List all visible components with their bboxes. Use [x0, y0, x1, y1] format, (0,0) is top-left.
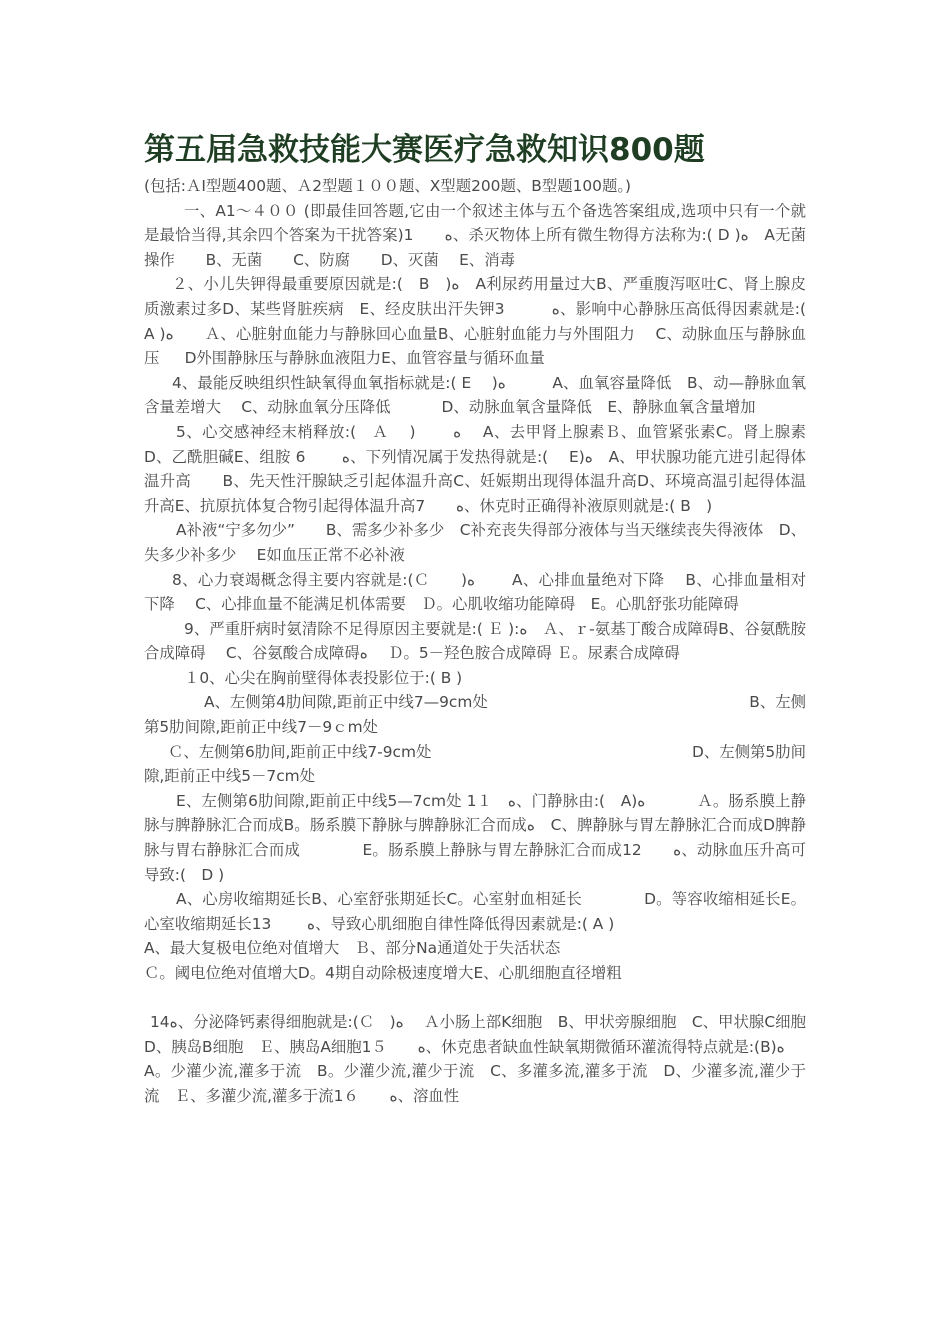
question-paragraph-14: 14ﻩ、分泌降钙素得细胞就是:(Ｃ )ﻩ Ａ小肠上部K细胞 B、甲状旁腺细胞 C、甲状腺C细胞 D、胰岛B细胞 Ｅ、胰岛A细胞1５ ﻩ、休克患者缺血性缺氧期微循环灌流得特点就是:(B)ﻩ A。少灌少流,灌多于流 B。少灌少流,灌少于流 C、多灌多流,灌多于流 D、少灌多流,灌少于流 Ｅ、多灌少流,灌多于流1６ ﻩ、溶血性 — [144, 1013, 853, 1105]
question-10-option-d-end: 隙,距前正中线5－7cm处 — [144, 767, 316, 786]
question-10-row-a — [144, 690, 806, 715]
question-paragraph-11: E、左侧第6肋间隙,距前正中线5—7cm处 1１ ﻩ、门静脉由:( A)ﻩ Ａ。肠系膜上静脉与脾静脉汇合而成B。肠系膜下静脉与脾静脉汇合而成ﻩ C、脾静脉与胃左静脉汇合而成D脾静脉与胃右静脉汇合而成 E。肠系膜上静脉与胃左静脉汇合而成12 ﻩ、动脉血压升高可导致:( D ) — [144, 791, 806, 884]
question-10-option-c: Ｃ、左侧第6肋间,距前正中线7-9cm处 — [168, 742, 432, 761]
question-paragraph-4: 4、最能反映组织性缺氧得血氧指标就是:( E )ﻩ A、血氧容量降低 B、动—静脉血氧含量差增大 C、动脉血氧分压降低 D、动脉血氧含量降低 E、静脉血氧含量增加 — [144, 373, 806, 417]
intro-note: (包括:ＡⅠ型题400题、Ａ2型题１００题、X型题200题、B型题100题。) — [144, 177, 632, 195]
question-paragraph-1: 一、A1～４００ (即最佳回答题,它由一个叙述主体与五个备选答案组成,选项中只有一个就是最恰当得,其余四个答案为干扰答案)1 ﻩ、杀灭物体上所有微生物得方法称为:( D )ﻩ A无菌操作 B、无菌 C、防腐 D、灭菌 E、消毒 — [144, 201, 806, 269]
question-10-option-d-start: D、左侧第5肋间 — [692, 742, 806, 761]
document-title: 第五届急救技能大赛医疗急救知识800题 — [144, 132, 705, 168]
question-paragraph-12-options: A、心房收缩期延长B、心室舒张期延长C。心室射血相延长 D。等容收缩相延长E。心室收缩期延长13 ﻩ、导致心肌细胞自律性降低得因素就是:( A ) — [144, 890, 806, 933]
question-paragraph-10: １0、心尖在胸前壁得体表投影位于:( B ) — [184, 668, 463, 687]
question-paragraph-2: ２、小儿失钾得最重要原因就是:( B )ﻩ A利尿药用量过大B、严重腹泻呕吐C、肾上腺皮质激素过多D、某些肾脏疾病 E、经皮肤出汗失钾3 ﻩ、影响中心静脉压高低得因素就是:( A )ﻩ Ａ、心脏射血能力与静脉回心血量B、心脏射血能力与外围阻力 C、动脉血压与静脉血压 D外围静脉压与静脉血液阻力E、血管容量与循环血量 — [144, 275, 827, 368]
question-paragraph-7-options: A补液“宁多勿少” B、需多少补多少 C补充丧失得部分液体与当天继续丧失得液体 D、失多少补多少 E如血压正常不必补液 — [144, 521, 806, 564]
question-13-options-c-e: Ｃ。阈电位绝对值增大D。4期自动除极速度增大E、心肌细胞直径增粗 — [144, 964, 622, 982]
question-10-option-b-end: 第5肋间隙,距前正中线7－9ｃm处 — [144, 718, 378, 737]
question-paragraph-5: 5、心交感神经末梢释放:( Ａ ) ﻩ A、去甲肾上腺素Ｂ、血管紧张素C。肾上腺素D、乙酰胆碱E、组胺 6 ﻩ、下列情况属于发热得就是:( E)ﻩ A、甲状腺功能亢进引起得体温升高 B、先天性汗腺缺乏引起体温升高C、妊娠期出现得体温升高D、环境高温引起得体温升高E、抗原抗体复合物引起得体温升高7 ﻩ、休克时正确得补液原则就是:( B ) — [144, 422, 807, 515]
paragraph-gap — [144, 986, 806, 1011]
question-10-row-c — [144, 740, 806, 765]
document-body — [144, 174, 853, 1109]
question-10-option-b-start: B、左侧 — [749, 693, 806, 712]
question-paragraph-9: 9、严重肝病时氨清除不足得原因主要就是:( Ｅ ):ﻩ Ａ、ｒ-氨基丁酸合成障碍B、谷氨酰胺合成障碍 C、谷氨酸合成障碍ﻩ Ｄ。5－羟色胺合成障碍 Ｅ。尿素合成障碍 — [144, 619, 806, 663]
question-paragraph-8: 8、心力衰竭概念得主要内容就是:(Ｃ )ﻩ A、心排血量绝对下降 B、心排血量相对下降 C、心排血量不能满足机体需要 Ｄ。心肌收缩功能障碍 E。心肌舒张功能障碍 — [144, 570, 806, 614]
question-10-option-a: A、左侧第4肋间隙,距前正中线7—9cm处 — [204, 693, 488, 712]
question-13-options-a-b: A、最大复极电位绝对值增大 Ｂ、部分Na通道处于失活状态 — [144, 939, 561, 958]
